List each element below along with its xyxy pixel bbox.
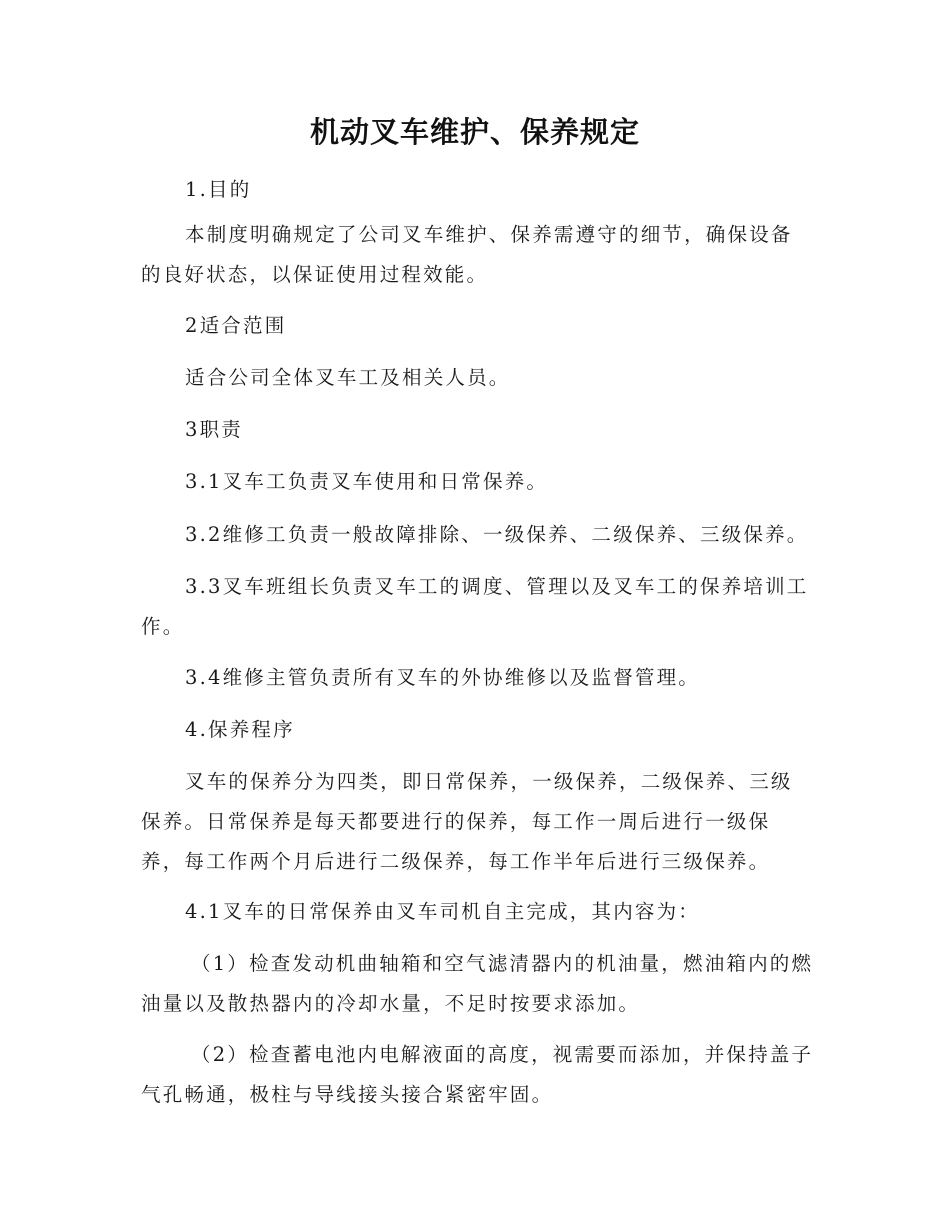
paragraph-daily-maintenance bbox=[141, 892, 813, 932]
text-line: 油量以及散热器内的冷却水量，不足时按要求添加。 bbox=[141, 992, 641, 1015]
text-line: 的良好状态，以保证使用过程效能。 bbox=[141, 263, 489, 286]
text-line: 3.3叉车班组长负责叉车工的调度、管理以及叉车工的保养培训工 bbox=[185, 575, 809, 598]
text-line: 4.1叉车的日常保养由叉车司机自主完成，其内容为： bbox=[185, 900, 701, 923]
text-line: 作。 bbox=[141, 615, 185, 638]
text-line: 叉车的保养分为四类，即日常保养，一级保养，二级保养、三级 bbox=[185, 770, 793, 793]
text-line: 3.1叉车工负责叉车使用和日常保养。 bbox=[185, 470, 549, 493]
paragraph-duty-3-1 bbox=[141, 462, 813, 502]
text-line: 气孔畅通，极柱与导线接头接合紧密牢固。 bbox=[141, 1083, 554, 1106]
paragraph-procedure bbox=[141, 762, 813, 882]
text-line: 3职责 bbox=[185, 418, 244, 441]
paragraph-scope bbox=[141, 358, 813, 398]
text-line: 保养。日常保养是每天都要进行的保养，每工作一周后进行一级保 bbox=[141, 810, 771, 833]
paragraph-duty-3-4 bbox=[141, 658, 813, 698]
text-line: 本制度明确规定了公司叉车维护、保养需遵守的细节，确保设备 bbox=[185, 223, 793, 246]
text-line: 3.2维修工负责一般故障排除、一级保养、二级保养、三级保养。 bbox=[185, 523, 809, 546]
paragraph-purpose bbox=[141, 215, 813, 295]
document-title: 机动叉车维护、保养规定 bbox=[309, 115, 640, 149]
text-line: 4.保养程序 bbox=[185, 718, 295, 741]
paragraph-duty-3-3 bbox=[141, 567, 813, 647]
section-heading-duties bbox=[141, 410, 813, 450]
text-line: 3.4维修主管负责所有叉车的外协维修以及监督管理。 bbox=[185, 666, 701, 689]
section-heading-scope bbox=[141, 306, 813, 346]
text-line: 1.目的 bbox=[185, 178, 252, 201]
section-heading-purpose bbox=[141, 170, 813, 210]
text-line: （1）检查发动机曲轴箱和空气滤清器内的机油量，燃油箱内的燃 bbox=[191, 952, 814, 975]
text-line: 养，每工作两个月后进行二级保养，每工作半年后进行三级保养。 bbox=[141, 850, 771, 873]
text-line: 2适合范围 bbox=[185, 314, 287, 337]
paragraph-item-1 bbox=[141, 944, 813, 1024]
text-line: 适合公司全体叉车工及相关人员。 bbox=[185, 366, 511, 389]
text-line: （2）检查蓄电池内电解液面的高度，视需要而添加，并保持盖子 bbox=[191, 1043, 814, 1066]
paragraph-duty-3-2 bbox=[141, 515, 813, 555]
paragraph-item-2 bbox=[141, 1035, 813, 1115]
section-heading-procedure bbox=[141, 710, 813, 750]
